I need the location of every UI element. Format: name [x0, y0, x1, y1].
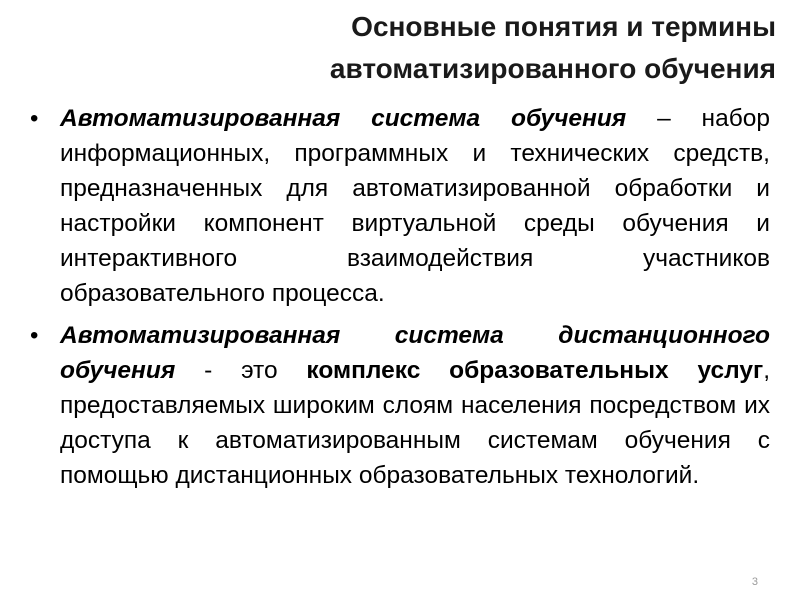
bullet-dot-icon: •	[30, 105, 39, 132]
bullet-dash: -	[175, 357, 242, 384]
bullet-term: Автоматизированная система обучения	[60, 105, 627, 132]
bullet-text-before: это	[241, 357, 307, 384]
bullet-list	[30, 101, 770, 500]
bullet-text-after: , предоставляемых широким слоям населения посредством их доступа к автоматизированным системам обучения с помощью дистанционных образовательных технологий.	[60, 357, 770, 489]
bullet-strong-text: комплекс образовательных услуг	[306, 357, 764, 384]
bullet-item-automated-distance-learning-system	[30, 318, 770, 493]
bullet-item-automated-learning-system	[30, 101, 770, 311]
slide-title-line-2: автоматизированного обучения	[329, 53, 776, 84]
bullet-term: Автоматизированная система дистанционного обучения	[60, 322, 770, 384]
bullet-text: набор информационных, программных и технических средств, предназначенных для автоматизированной обработки и настройки компонент виртуальной среды обучения и интерактивного взаимодействия участников образовательного процесса.	[60, 105, 770, 307]
slide-title	[136, 6, 776, 90]
bullet-dot-icon: •	[30, 322, 39, 349]
page-number: 3	[751, 576, 758, 588]
bullet-dash: –	[626, 105, 702, 132]
slide-title-line-1: Основные понятия и термины	[351, 11, 776, 42]
